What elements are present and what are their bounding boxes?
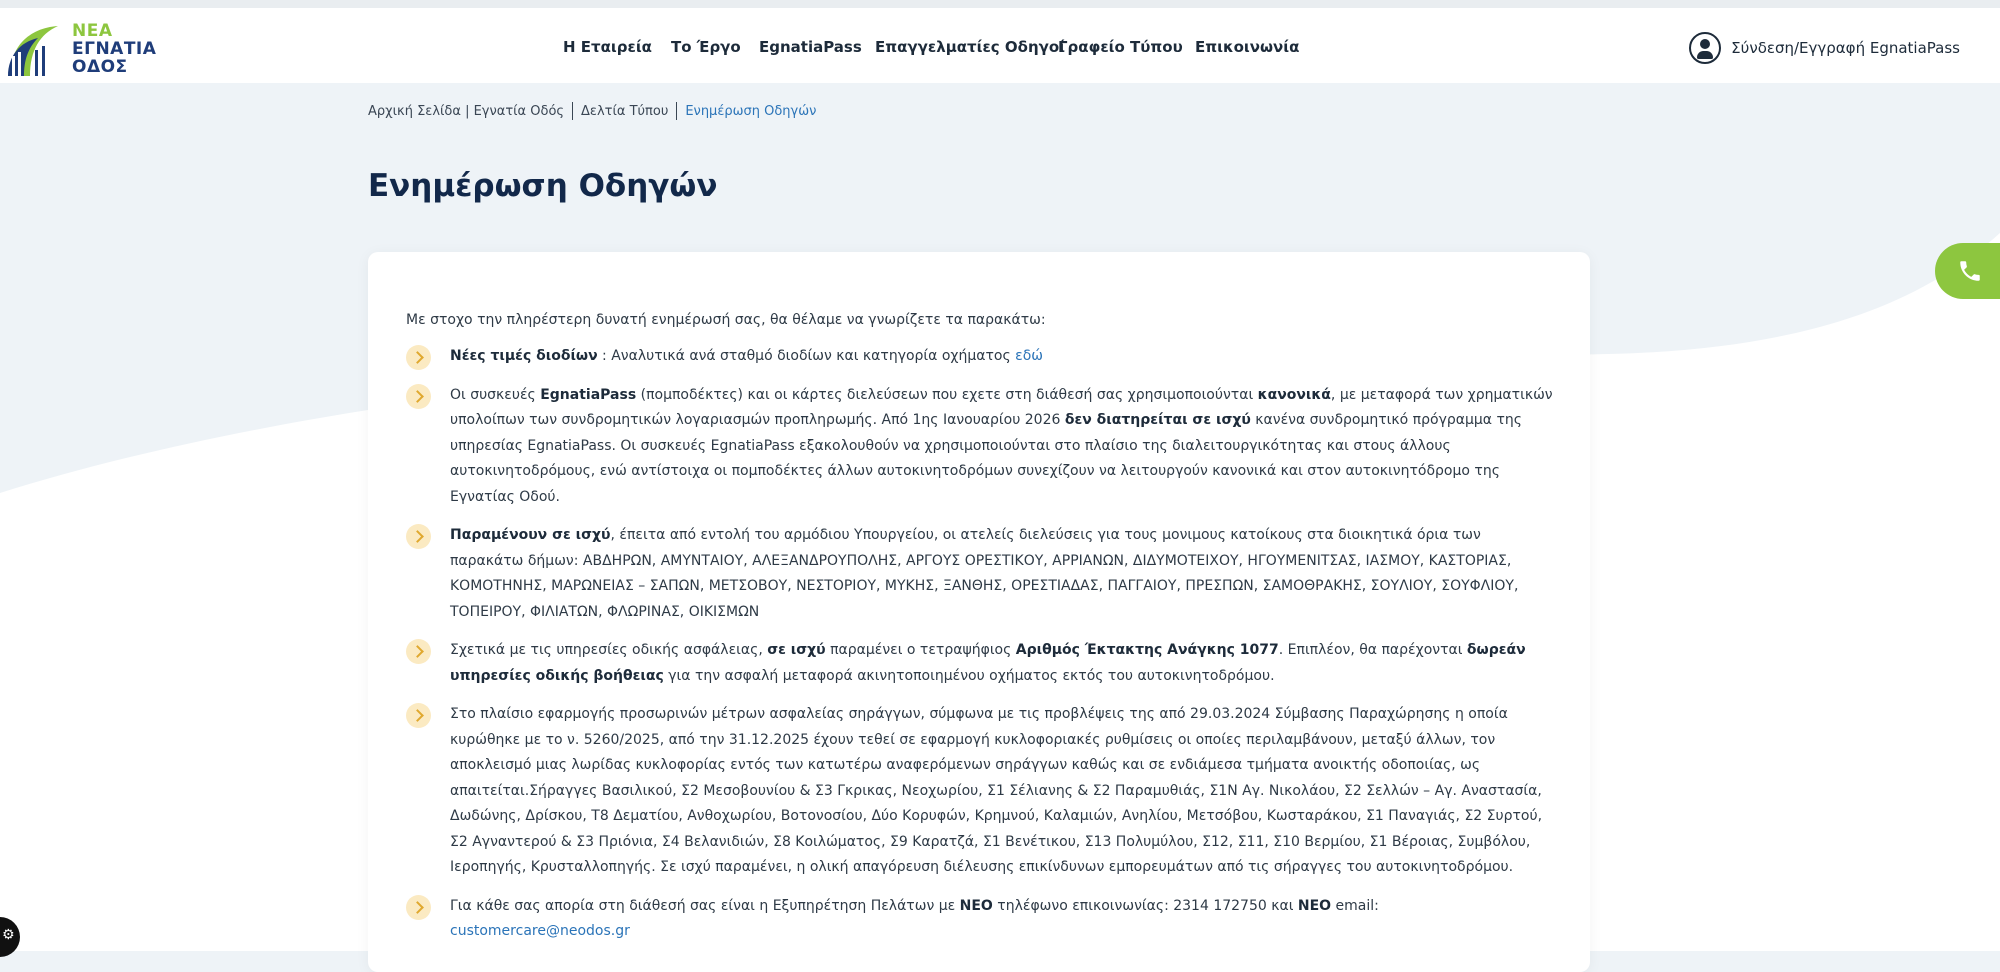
item-text: Στο πλαίσιο εφαρμογής προσωρινών μέτρων ασφαλείας σηράγγων, σύμφωνα με τις προβλέψεις της από 29.03.2024 Σύμβασης Παραχώρησης η οποία κυρώθηκε με το ν. 5260/2025, από την 31.12.2025 έχουν τεθεί σε εφαρμογή κυκλοφοριακές ρυθμίσεις οι οποίες περιλαμβάνουν, μεταξύ άλλων, τον αποκλεισμό μιας λωρίδας κυκλοφορίας εντός των κατωτέρω αναφερόμενων σηράγγων καθώς και σε ενδιάμεσα τμήματα ανοικτής οδοποιίας, ως απαιτείται.Σήραγγες Βασιλικού, Σ2 Μεσοβουνίου & Σ3 Γκρικας, Νεοχωρίου, Σ1 Σέλιανης & Σ2 Παραμυθιάς, Σ1Ν Αγ. Νικολάου, Σ2 Σελλών – Αγ. Αναστασία, Δωδώνης, Δρίσκου, Τ8 Δεματίου, Ανθοχωρίου, Βοτονοσίου, Δύο Κορυφών, Κρημνού, Καλαμιών, Ανηλίου, Μετσόβου, Κωσταράκου, Σ1 Παναγιάς, Σ2 Συρτού, Σ2 Αγναντερού & Σ3 Πριόνια, Σ4 Βελανιδιών, Σ8 Κοιλώματος, Σ9 Καρατζά, Σ1 Βενέτικου, Σ13 Πολυμύλου, Σ12, Σ11, Σ10 Βερμίου, Σ1 Βέροιας, Συμβόλου, Ιεροπηγής, Κρυσταλλοπηγής. Σε ισχύ παραμένει, η ολική απαγόρευση διέλευσης επικίνδυνων εμπορευμάτων από τις σήραγγες του αυτοκινητοδρόμου.: [450, 706, 1543, 875]
item-text: email:: [1331, 897, 1379, 914]
login-label: Σύνδεση/Εγγραφή EgnatiaPass: [1731, 39, 1960, 57]
item-text: . Επιπλέον, θα παρέχονται: [1278, 642, 1467, 658]
logo-line-1: ΝΕΑ: [72, 21, 113, 41]
phone-button[interactable]: [1935, 243, 2000, 299]
chevron-right-icon: [406, 524, 431, 549]
item-text: , έπειτα από εντολή του αρμόδιου Υπουργείου, οι ατελείς διελεύσεις για τους μονιμους κατοίκους στα διοικητικά όρια των παρακάτω δήμων: ΑΒΔΗΡΩΝ, ΑΜΥΝΤΑΙΟΥ, ΑΛΕΞΑΝΔΡΟΥΠΟΛΗΣ, ΑΡΓΟΥΣ ΟΡΕΣΤΙΚΟΥ, ΑΡΡΙΑΝΩΝ, ΔΙΔΥΜΟΤΕΙΧΟΥ, ΗΓΟΥΜΕΝΙΤΣΑΣ, ΙΑΣΜΟΥ, ΚΑΣΤΟΡΙΑΣ, ΚΟΜΟΤΗΝΗΣ, ΜΑΡΩΝΕΙΑΣ – ΣΑΠΩΝ, ΜΕΤΣΟΒΟΥ, ΝΕΣΤΟΡΙΟΥ, ΜΥΚΗΣ, ΞΑΝΘΗΣ, ΟΡΕΣΤΙΑΔΑΣ, ΠΑΓΓΑΙΟΥ, ΠΡΕΣΠΩΝ, ΣΑΜΟΘΡΑΚΗΣ, ΣΟΥΛΙΟΥ, ΣΟΥΦΛΙΟΥ, ΤΟΠΕΙΡΟΥ, ΦΙΛΙΑΤΩΝ, ΦΛΩΡΙΝΑΣ, ΟΙΚΙΣΜΩΝ: [450, 527, 1519, 620]
item-text: παραμένει ο τετραψήφιος: [825, 642, 1016, 658]
item-text: Οι συσκευές: [450, 386, 541, 403]
nav-item-egnatiapass[interactable]: EgnatiaPass: [759, 38, 862, 56]
breadcrumb-separator: [676, 102, 677, 120]
breadcrumb-home[interactable]: Αρχική Σελίδα | Εγνατία Οδός: [368, 103, 565, 119]
chevron-right-icon: [406, 895, 431, 920]
item-text: Για κάθε σας απορία στη διάθεσή σας είναι η Εξυπηρέτηση Πελάτων με: [450, 897, 960, 914]
list-item: [406, 383, 1556, 511]
chevron-right-icon: [406, 703, 431, 728]
site-header: [0, 8, 2000, 83]
toll-prices-link[interactable]: εδώ: [1015, 348, 1044, 364]
list-item: [406, 638, 1556, 689]
item-text: , με μεταφορά των χρηματικών υπολοίπων των συνδρομητικών λογαριασμών προπληρωμής. Από 1ης Ιανουαρίου 2026: [450, 386, 1553, 428]
breadcrumb-separator: [572, 102, 573, 120]
item-bold: Αριθμός Έκτακτης Ανάγκης 1077: [1015, 642, 1279, 658]
nav-item-press-office[interactable]: Γραφείο Τύπου: [1058, 38, 1183, 56]
list-item: [406, 344, 1556, 370]
item-bold: δεν διατηρείται σε ισχύ: [1064, 412, 1251, 428]
page-title: Ενημέρωση Οδηγών: [368, 168, 718, 204]
chevron-right-icon: [406, 345, 431, 370]
list-item: [406, 702, 1556, 881]
nav-item-company[interactable]: Η Εταιρεία: [563, 38, 652, 56]
chevron-right-icon: [406, 639, 431, 664]
logo[interactable]: [6, 20, 166, 80]
login-register-link[interactable]: [1689, 28, 1960, 68]
item-bold: σε ισχύ: [767, 642, 826, 658]
item-bold: Παραμένουν σε ισχύ: [450, 527, 611, 543]
item-text: για την ασφαλή μεταφορά ακινητοποιημένου οχήματος εκτός του αυτοκινητοδρόμου.: [663, 667, 1275, 684]
list-item: [406, 894, 1556, 945]
item-bold: κανονικά: [1257, 386, 1331, 403]
intro-text: Με στοχο την πληρέστερη δυνατή ενημέρωσή σας, θα θέλαμε να γνωρίζετε τα παρακάτω:: [406, 312, 1046, 328]
customercare-email-link[interactable]: customercare@neodos.gr: [450, 923, 630, 939]
top-strip: [0, 0, 2000, 8]
nav-item-project[interactable]: Το Έργο: [671, 38, 741, 56]
logo-mark-icon: [6, 20, 70, 80]
item-text: : Αναλυτικά ανά σταθμό διοδίων και κατηγορία οχήματος: [597, 348, 1016, 364]
nav-item-professional-drivers[interactable]: Επαγγελματίες Οδηγοί: [875, 38, 1066, 56]
breadcrumb-current: Ενημέρωση Οδηγών: [685, 103, 817, 119]
item-text: τηλέφωνο επικοινωνίας: 2314 172750 και: [992, 897, 1298, 914]
breadcrumb: [368, 102, 816, 120]
accessibility-icon: ⚙: [2, 927, 15, 943]
list-item: [406, 523, 1556, 625]
nav-item-contact[interactable]: Επικοινωνία: [1195, 38, 1300, 56]
item-bold: Νέες τιμές διοδίων: [450, 348, 598, 364]
phone-icon: [1957, 257, 1983, 285]
info-list: [406, 344, 1556, 958]
item-text: (πομποδέκτες) και οι κάρτες διελεύσεων που εχετε στη διάθεσή σας χρησιμοποιούνται: [636, 386, 1258, 403]
item-bold: ΝΕΟ: [1297, 897, 1332, 914]
logo-line-2: ΕΓΝΑΤΙΑ: [72, 39, 157, 59]
chevron-right-icon: [406, 384, 431, 409]
breadcrumb-press-releases[interactable]: Δελτία Τύπου: [581, 103, 669, 119]
logo-line-3: ΟΔΟΣ: [72, 57, 128, 77]
item-bold: δωρεάν υπηρεσίες οδικής βοήθειας: [450, 642, 1526, 684]
item-text: Σχετικά με τις υπηρεσίες οδικής ασφάλειας,: [450, 642, 768, 658]
logo-text: [72, 22, 156, 76]
user-circle-icon: [1689, 32, 1721, 64]
item-bold: EgnatiaPass: [540, 386, 637, 403]
item-text: κανένα συνδρομητικό πρόγραμμα της υπηρεσίας EgnatiaPass. Οι συσκευές EgnatiaPass εξακολουθούν να χρησιμοποιούνται στο πλαίσιο της διαλειτουργικότητας και στους άλλους αυτοκινητοδρόμους, ενώ αντίστοιχα οι πομποδέκτες άλλων αυτοκινητοδρόμων συνεχίζουν να λειτουργούν κανονικά και στον αυτοκινητόδρομο της Εγνατίας Οδού.: [450, 412, 1522, 505]
item-bold: ΝΕΟ: [959, 897, 993, 914]
content-card: [368, 252, 1590, 972]
